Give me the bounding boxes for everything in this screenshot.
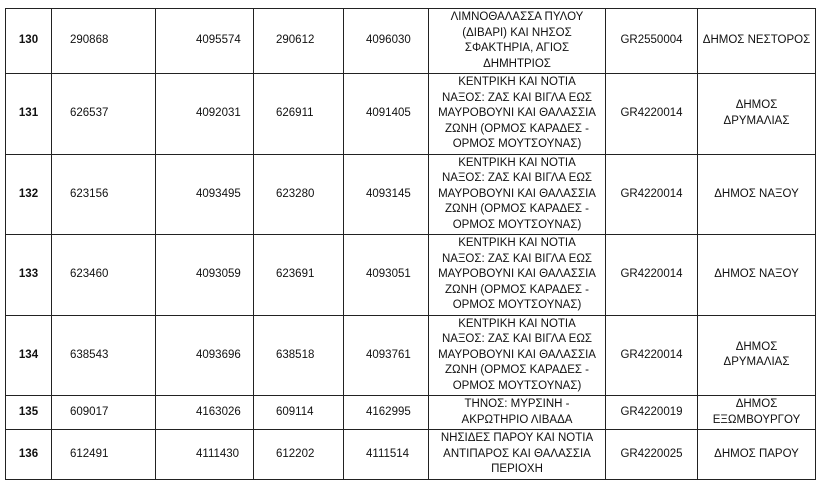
site-name-line: ΚΕΝΤΡΙΚΗ ΚΑΙ ΝΟΤΙΑ	[458, 156, 576, 169]
x-start-cell	[52, 396, 156, 430]
site-code-value: GR4220014	[620, 107, 683, 119]
site-code-cell	[606, 235, 698, 316]
coordinates-table	[5, 8, 816, 480]
y-start-cell	[156, 396, 254, 430]
x-start-value: 612491	[70, 447, 109, 460]
y-end-cell	[344, 74, 429, 155]
site-name-line: ΔΗΜΗΤΡΙΟΣ	[483, 57, 551, 70]
y-start-cell	[156, 430, 254, 480]
site-name-line: ΜΑΥΡΟΒΟΥΝΙ ΚΑΙ ΘΑΛΑΣΣΙΑ	[438, 348, 596, 361]
site-code-cell	[606, 9, 698, 74]
x-start-cell	[52, 430, 156, 480]
x-start-value: 623156	[70, 187, 109, 200]
y-end-cell	[344, 154, 429, 235]
site-name-line: ΟΡΜΟΣ ΜΟΥΤΣΟΥΝΑΣ)	[452, 299, 582, 311]
municipality-cell	[698, 154, 816, 235]
y-end-value: 4093051	[366, 268, 411, 280]
x-end-value: 626911	[276, 107, 314, 119]
site-name-line: ΝΑΞΟΣ: ΖΑΣ ΚΑΙ ΒΙΓΛΑ ΕΩΣ	[441, 91, 593, 104]
site-name-line: ΚΕΝΤΡΙΚΗ ΚΑΙ ΝΟΤΙΑ	[458, 237, 576, 249]
site-code-cell	[606, 315, 698, 396]
x-end-cell	[254, 315, 344, 396]
y-start-value: 4093059	[196, 268, 241, 280]
row-id-value: 130	[18, 34, 39, 47]
municipality-line: ΔΗΜΟΣ	[735, 398, 778, 410]
x-end-cell	[254, 430, 344, 480]
row-id-cell	[6, 74, 52, 155]
municipality-cell	[698, 74, 816, 155]
row-id-value: 134	[18, 348, 39, 361]
y-start-value: 4111430	[196, 447, 240, 460]
site-name-line: ΝΑΞΟΣ: ΖΑΣ ΚΑΙ ΒΙΓΛΑ ΕΩΣ	[441, 252, 593, 265]
site-name-line: ΣΦΑΚΤΗΡΙΑ, ΑΓΙΟΣ	[464, 42, 570, 54]
table-row	[6, 396, 816, 430]
y-end-value: 4111514	[366, 447, 410, 460]
municipality-cell	[698, 235, 816, 316]
row-id-cell	[6, 396, 52, 430]
site-name-line: ΝΑΞΟΣ: ΖΑΣ ΚΑΙ ΒΙΓΛΑ ΕΩΣ	[441, 333, 593, 345]
y-start-cell	[156, 74, 254, 155]
site-name-line: ΖΩΝΗ (ΟΡΜΟΣ ΚΑΡΑΔΕΣ -	[444, 203, 589, 215]
site-name-line: ΜΑΥΡΟΒΟΥΝΙ ΚΑΙ ΘΑΛΑΣΣΙΑ	[438, 107, 596, 119]
y-start-cell	[156, 154, 254, 235]
table-row	[6, 154, 816, 235]
site-name-cell	[429, 430, 606, 480]
x-start-cell	[52, 154, 156, 235]
y-start-value: 4093696	[196, 348, 241, 361]
site-name-line: ΤΗΝΟΣ: ΜΥΡΣΙΝΗ -	[464, 398, 570, 410]
site-name-line: ΚΕΝΤΡΙΚΗ ΚΑΙ ΝΟΤΙΑ	[458, 76, 576, 88]
y-end-cell	[344, 396, 429, 430]
site-name-cell	[429, 396, 606, 430]
row-id-value: 135	[18, 405, 39, 418]
site-name-cell	[429, 235, 606, 316]
x-start-cell	[52, 9, 156, 74]
x-end-value: 609114	[276, 405, 314, 418]
x-start-value: 609017	[70, 405, 109, 418]
x-end-value: 612202	[276, 447, 315, 460]
site-name-line: ΟΡΜΟΣ ΜΟΥΤΣΟΥΝΑΣ)	[452, 218, 582, 231]
municipality-line: ΔΗΜΟΣ ΝΑΞΟΥ	[714, 268, 799, 280]
site-name-line: ΖΩΝΗ (ΟΡΜΟΣ ΚΑΡΑΔΕΣ -	[444, 283, 589, 296]
site-name-line: ΖΩΝΗ (ΟΡΜΟΣ ΚΑΡΑΔΕΣ -	[444, 122, 589, 135]
table-row	[6, 74, 816, 155]
municipality-cell	[698, 315, 816, 396]
site-name-line: ΜΑΥΡΟΒΟΥΝΙ ΚΑΙ ΘΑΛΑΣΣΙΑ	[438, 187, 596, 200]
site-code-value: GR4220014	[620, 348, 683, 361]
municipality-cell	[698, 396, 816, 430]
y-end-value: 4096030	[366, 34, 411, 47]
site-name-line: ΖΩΝΗ (ΟΡΜΟΣ ΚΑΡΑΔΕΣ -	[444, 364, 589, 376]
site-name-line: ΝΑΞΟΣ: ΖΑΣ ΚΑΙ ΒΙΓΛΑ ΕΩΣ	[441, 172, 593, 184]
site-code-value: GR4220019	[620, 405, 683, 418]
municipality-cell	[698, 430, 816, 480]
site-name-cell	[429, 315, 606, 396]
site-name-line: ΟΡΜΟΣ ΜΟΥΤΣΟΥΝΑΣ)	[452, 138, 582, 150]
site-name-cell	[429, 74, 606, 155]
table-row	[6, 9, 816, 74]
y-start-value: 4163026	[196, 405, 241, 418]
municipality-line: ΕΞΩΜΒΟΥΡΓΟΥ	[712, 413, 801, 426]
x-end-value: 290612	[276, 34, 315, 47]
site-name-line: ΠΕΡΙΟΧΗ	[491, 463, 543, 475]
y-end-value: 4093145	[366, 187, 411, 200]
table-row	[6, 430, 816, 480]
y-start-value: 4092031	[196, 107, 241, 119]
y-start-cell	[156, 235, 254, 316]
x-end-cell	[254, 74, 344, 155]
row-id-value: 133	[18, 268, 39, 280]
y-end-cell	[344, 315, 429, 396]
table-row	[6, 315, 816, 396]
site-code-value: GR2550004	[620, 34, 683, 47]
municipality-line: ΔΗΜΟΣ ΔΡΥΜΑΛΙΑΣ	[723, 340, 790, 369]
x-end-value: 623280	[276, 187, 315, 200]
y-end-value: 4091405	[366, 107, 411, 119]
y-end-cell	[344, 430, 429, 480]
site-name-line: ΟΡΜΟΣ ΜΟΥΤΣΟΥΝΑΣ)	[452, 379, 582, 392]
site-name-line: ΚΕΝΤΡΙΚΗ ΚΑΙ ΝΟΤΙΑ	[458, 317, 576, 330]
site-name-line: (ΔΙΒΑΡΙ) ΚΑΙ ΝΗΣΟΣ	[462, 26, 572, 39]
municipality-line: ΔΗΜΟΣ ΝΑΞΟΥ	[714, 187, 799, 200]
site-code-cell	[606, 396, 698, 430]
site-code-cell	[606, 154, 698, 235]
x-end-cell	[254, 396, 344, 430]
x-start-value: 290868	[70, 34, 109, 47]
row-id-cell	[6, 315, 52, 396]
site-name-cell	[429, 9, 606, 74]
row-id-cell	[6, 235, 52, 316]
row-id-value: 132	[18, 187, 39, 200]
x-end-value: 623691	[276, 268, 315, 280]
site-code-value: GR4220014	[620, 268, 683, 280]
site-code-value: GR4220014	[620, 187, 683, 200]
site-name-line: ΜΑΥΡΟΒΟΥΝΙ ΚΑΙ ΘΑΛΑΣΣΙΑ	[438, 268, 596, 280]
y-end-value: 4093761	[366, 348, 411, 361]
row-id-cell	[6, 430, 52, 480]
site-code-cell	[606, 74, 698, 155]
y-end-cell	[344, 9, 429, 74]
site-name-line: ΛΙΜΝΟΘΑΛΑΣΣΑ ΠΥΛΟΥ	[450, 11, 584, 23]
site-name-cell	[429, 154, 606, 235]
site-name-line: ΑΚΡΩΤΗΡΙΟ ΛΙΒΑΔΑ	[461, 413, 573, 426]
municipality-cell	[698, 9, 816, 74]
x-start-value: 623460	[70, 268, 109, 280]
site-name-line: ΝΗΣΙΔΕΣ ΠΑΡΟΥ ΚΑΙ ΝΟΤΙΑ	[440, 432, 594, 444]
row-id-value: 136	[18, 447, 39, 460]
municipality-line: ΔΗΜΟΣ ΔΡΥΜΑΛΙΑΣ	[723, 99, 790, 127]
x-end-cell	[254, 9, 344, 74]
y-start-cell	[156, 9, 254, 74]
y-end-value: 4162995	[366, 405, 411, 418]
site-code-value: GR4220025	[620, 447, 683, 460]
y-end-cell	[344, 235, 429, 316]
x-end-cell	[254, 154, 344, 235]
x-end-cell	[254, 235, 344, 316]
x-start-value: 638543	[70, 348, 109, 361]
x-start-cell	[52, 235, 156, 316]
x-start-cell	[52, 315, 156, 396]
row-id-value: 131	[18, 107, 39, 119]
y-start-value: 4095574	[196, 34, 241, 47]
x-start-value: 626537	[70, 107, 109, 119]
site-code-cell	[606, 430, 698, 480]
table-row	[6, 235, 816, 316]
x-end-value: 638518	[276, 348, 315, 361]
municipality-line: ΔΗΜΟΣ ΝΕΣΤΟΡΟΣ	[702, 34, 811, 47]
row-id-cell	[6, 154, 52, 235]
municipality-line: ΔΗΜΟΣ ΠΑΡΟΥ	[714, 447, 799, 460]
x-start-cell	[52, 74, 156, 155]
site-name-line: ΑΝΤΙΠΑΡΟΣ ΚΑΙ ΘΑΛΑΣΣΙΑ	[443, 447, 591, 460]
y-start-value: 4093495	[196, 187, 241, 200]
y-start-cell	[156, 315, 254, 396]
row-id-cell	[6, 9, 52, 74]
